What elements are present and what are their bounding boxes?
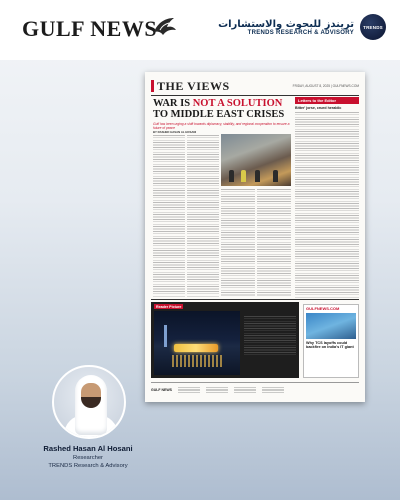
headline-highlight: NOT A SOLUTION <box>192 98 283 109</box>
divider <box>151 299 359 300</box>
trends-branding <box>218 14 386 40</box>
footer-info <box>206 387 228 393</box>
author-organization: TRENDS Research & Advisory <box>48 463 128 469</box>
photo-caption <box>244 316 296 356</box>
headline-part-2: TO MIDDLE EAST CRISES <box>153 108 285 120</box>
photo-figure <box>241 170 246 182</box>
footer-logo: GULF NEWS <box>151 387 172 392</box>
photo-tower <box>164 325 167 347</box>
author-role: Researcher <box>73 455 103 461</box>
photo-reflection <box>172 355 222 367</box>
text-column <box>153 135 185 297</box>
trends-arabic-name: تريندز للبحوث والاستشارات <box>218 18 354 30</box>
author-name: Rashed Hasan Al Hosani <box>43 444 133 453</box>
letters-text <box>295 112 359 298</box>
photo-figure <box>255 170 260 182</box>
letters-header: Letters to the Editor <box>295 97 359 104</box>
text-column <box>187 135 219 297</box>
footer-info <box>234 387 256 393</box>
photo-figure <box>229 170 234 182</box>
article-photo <box>221 134 291 186</box>
promo-title: Why TCS layoffs could backfire on India's IT giant <box>306 341 354 350</box>
article-dek: Gulf has been urging a shift towards diplomacy, stability, and regional cooperation to ensure a future of peace <box>153 122 290 130</box>
article-headline <box>153 99 293 120</box>
text-column <box>257 189 291 297</box>
section-header <box>151 78 359 94</box>
letters-subhead: Bitter' jorse, crued heraldic <box>295 106 342 110</box>
page-footer <box>151 382 359 396</box>
reader-picture-label: Reader Picture <box>156 304 182 309</box>
trends-english-name: TRENDS RESEARCH & ADVISORY <box>247 29 354 36</box>
promo-brand: GULFNEWS.COM <box>306 306 340 311</box>
newspaper-page <box>145 72 365 402</box>
section-title: THE VIEWS <box>157 78 230 93</box>
section-marker <box>151 80 154 92</box>
article-byline: BY RASHED HASAN AL HOSANI <box>153 130 197 134</box>
footer-info <box>262 387 284 393</box>
headline-part-1: WAR IS <box>153 98 191 109</box>
promo-box <box>303 304 359 378</box>
trends-badge: TRENDS <box>360 14 386 40</box>
promo-image <box>306 313 356 339</box>
divider <box>151 95 359 96</box>
reader-picture-box <box>151 302 299 378</box>
falcon-icon <box>150 12 178 40</box>
gulf-news-logo: GULF NEWS <box>22 16 158 41</box>
text-column <box>221 189 255 297</box>
photo-figure <box>273 170 278 182</box>
photo-boat <box>174 344 218 352</box>
reader-photo <box>154 311 240 375</box>
top-header <box>0 0 400 60</box>
date-line: FRIDAY, AUGUST 8, 2025 | GULFNEWS.COM <box>292 84 359 88</box>
footer-info <box>178 387 200 393</box>
author-avatar <box>52 365 126 439</box>
